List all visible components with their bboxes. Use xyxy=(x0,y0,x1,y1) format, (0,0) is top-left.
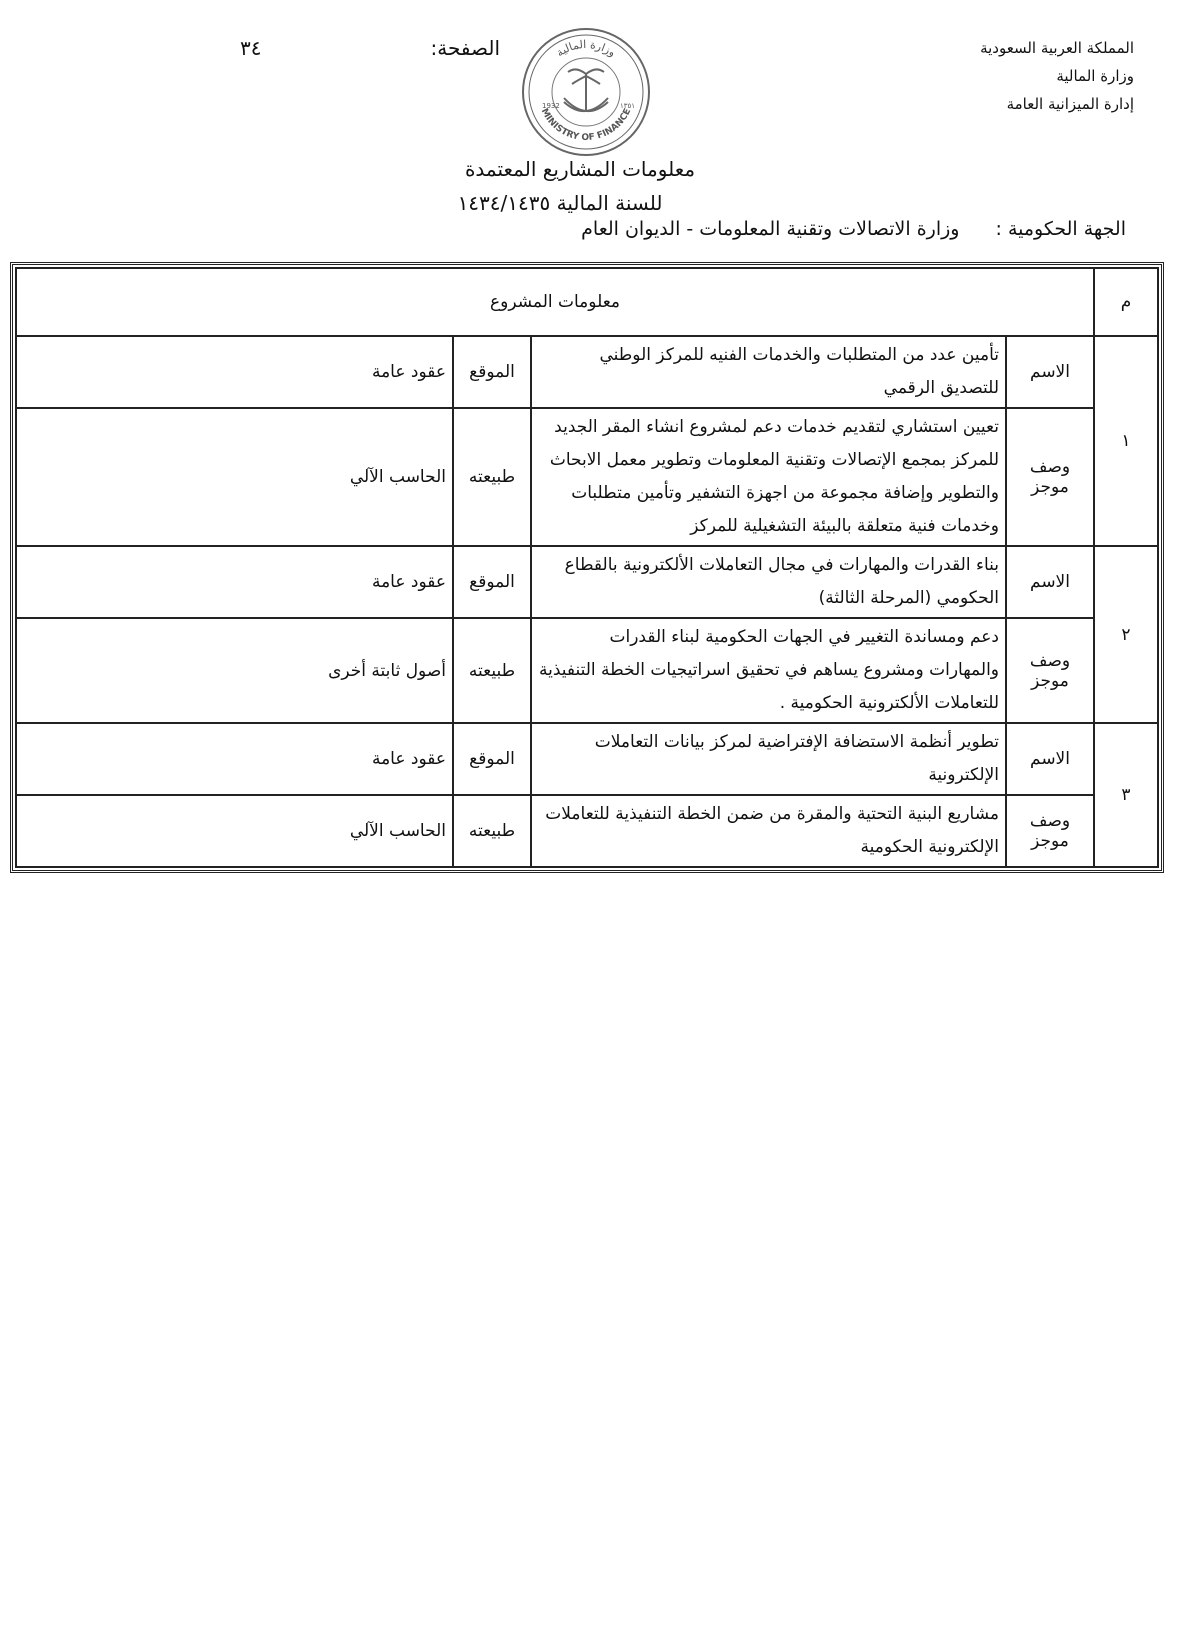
svg-text:MINISTRY OF FINANCE xyxy=(539,107,633,143)
project-3-location: عقود عامة xyxy=(16,723,453,795)
project-1-number: ١ xyxy=(1094,336,1158,546)
palm-swords-emblem xyxy=(564,69,608,111)
project-2-number: ٢ xyxy=(1094,546,1158,723)
page-number: ٣٤ xyxy=(240,36,262,60)
project-1-description-row xyxy=(16,408,1158,546)
project-1-nature-label: طبيعته xyxy=(453,408,531,546)
project-1-name-row xyxy=(16,336,1158,408)
project-2-name-label: الاسم xyxy=(1006,546,1094,618)
project-3-description-label: وصف موجز xyxy=(1006,795,1094,867)
project-2-location: عقود عامة xyxy=(16,546,453,618)
svg-text:وزارة المالية xyxy=(554,38,618,59)
project-3-description-row xyxy=(16,795,1158,867)
project-3-name-label: الاسم xyxy=(1006,723,1094,795)
project-3-nature: الحاسب الآلي xyxy=(16,795,453,867)
project-1-description-label: وصف موجز xyxy=(1006,408,1094,546)
project-2-location-label: الموقع xyxy=(453,546,531,618)
project-3-name-row xyxy=(16,723,1158,795)
seal-year-left: 1932 xyxy=(542,102,560,110)
project-2-nature-label: طبيعته xyxy=(453,618,531,723)
agency-label: الجهة الحكومية : xyxy=(995,218,1126,240)
project-2-description-row xyxy=(16,618,1158,723)
project-3-nature-label: طبيعته xyxy=(453,795,531,867)
project-1-name: تأمين عدد من المتطلبات والخدمات الفنيه للمركز الوطني للتصديق الرقمي xyxy=(531,336,1006,408)
project-2-nature: أصول ثابتة أخرى xyxy=(16,618,453,723)
kingdom-name: المملكة العربية السعودية xyxy=(980,39,1134,57)
project-2-name-row xyxy=(16,546,1158,618)
project-1-name-label: الاسم xyxy=(1006,336,1094,408)
letterhead xyxy=(834,34,1134,118)
title-line-1: معلومات المشاريع المعتمدة xyxy=(464,157,696,181)
project-3-number: ٣ xyxy=(1094,723,1158,867)
document-title xyxy=(0,152,1200,220)
projects-table xyxy=(15,267,1159,868)
page-label: الصفحة: xyxy=(430,36,500,60)
project-1-nature: الحاسب الآلي xyxy=(16,408,453,546)
column-header-project-info: معلومات المشروع xyxy=(16,268,1094,336)
fiscal-year-line: للسنة المالية ١٤٣٤/١٤٣٥ xyxy=(457,191,663,215)
agency-value: وزارة الاتصالات وتقنية المعلومات - الديوان العام xyxy=(581,218,960,240)
column-header-number: م xyxy=(1094,268,1158,336)
project-2-description-label: وصف موجز xyxy=(1006,618,1094,723)
agency-line xyxy=(581,218,1126,240)
project-3-description: مشاريع البنية التحتية والمقرة من ضمن الخطة التنفيذية للتعاملات الإلكترونية الحكومية xyxy=(531,795,1006,867)
ministry-seal xyxy=(520,26,652,158)
project-1-location-label: الموقع xyxy=(453,336,531,408)
table-header-row xyxy=(16,268,1158,336)
seal-arabic-text: وزارة المالية xyxy=(553,37,619,60)
project-2-description: دعم ومساندة التغيير في الجهات الحكومية لبناء القدرات والمهارات ومشروع يساهم في تحقيق اسراتيجيات الخطة التنفيذية للتعاملات الألكترونية الحكومية . xyxy=(531,618,1006,723)
seal-year-right: ١٣٥١ xyxy=(620,102,636,110)
project-2-name: بناء القدرات والمهارات في مجال التعاملات الألكترونية بالقطاع الحكومي (المرحلة الثالثة) xyxy=(531,546,1006,618)
ministry-name: وزارة المالية xyxy=(1056,67,1134,85)
projects-table-frame xyxy=(10,262,1164,873)
seal-english-text: MINISTRY OF FINANCE xyxy=(538,107,634,144)
department-name: إدارة الميزانية العامة xyxy=(1006,95,1134,113)
project-1-description: تعيين استشاري لتقديم خدمات دعم لمشروع انشاء المقر الجديد للمركز بمجمع الإتصالات وتقنية المعلومات وتطوير معمل الابحاث والتطوير وإضافة مجموعة من اجهزة التشفير وتأمين متطلبات وخدمات فنية متعلقة بالبيئة التشغيلية للمركز xyxy=(531,408,1006,546)
project-3-location-label: الموقع xyxy=(453,723,531,795)
project-3-name: تطوير أنظمة الاستضافة الإفتراضية لمركز بيانات التعاملات الإلكترونية xyxy=(531,723,1006,795)
project-1-location: عقود عامة xyxy=(16,336,453,408)
